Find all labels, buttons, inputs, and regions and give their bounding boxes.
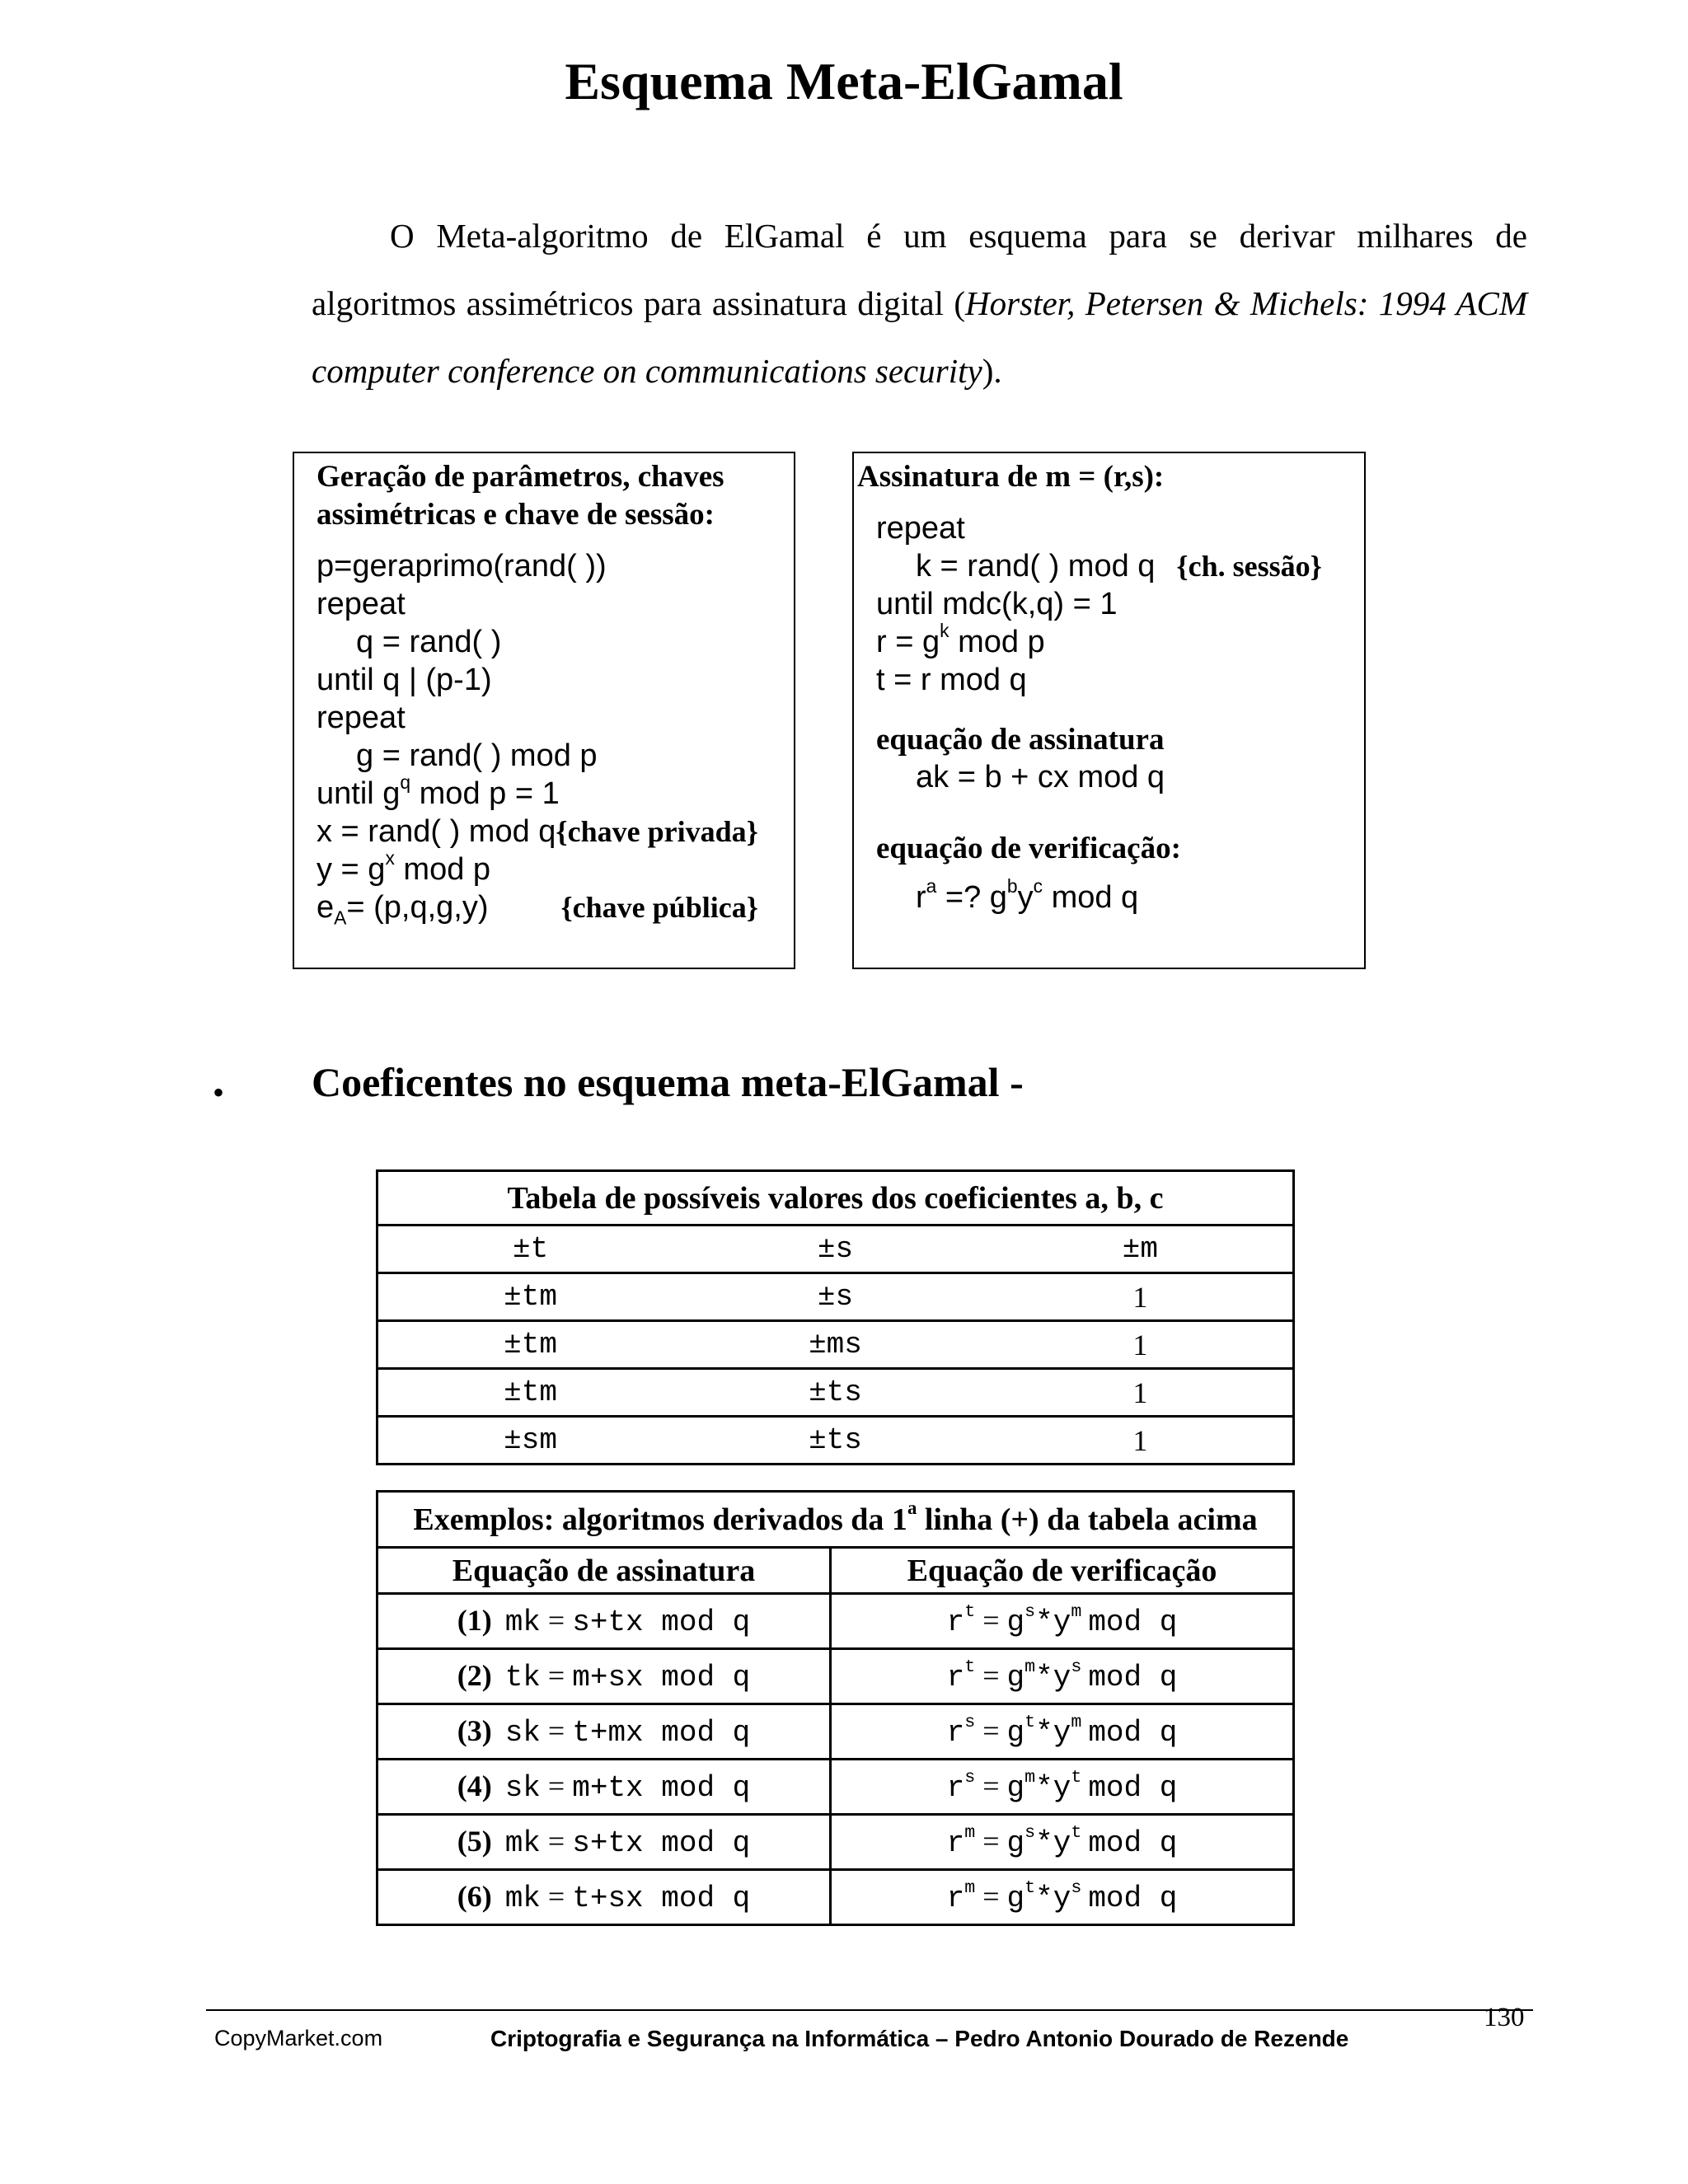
intro-text: O Meta-algoritmo de ElGamal é um esquema para se derivar milhares de algoritmos assimétricos para assinatura digital ( xyxy=(312,217,1527,322)
equals-sign: = xyxy=(975,1769,1007,1802)
equals-sign: = xyxy=(975,1714,1007,1747)
code-line: g = rand( ) mod p xyxy=(356,738,598,773)
superscript: s xyxy=(1071,1877,1082,1898)
var: r xyxy=(946,1771,965,1805)
table-row xyxy=(377,1321,1294,1369)
table-cell: 1 xyxy=(988,1273,1294,1321)
superscript: c xyxy=(1033,874,1043,897)
section-title: Coeficentes no esquema meta-ElGamal - xyxy=(312,1059,1024,1105)
caption-text: linha (+) da tabela acima xyxy=(917,1502,1258,1537)
page-title: Esquema Meta-ElGamal xyxy=(565,52,1123,110)
table-cell: ±t xyxy=(377,1226,683,1273)
signature-equation-cell xyxy=(377,1870,831,1925)
examples-table xyxy=(376,1490,1295,1926)
code-text: mod q xyxy=(1043,880,1139,915)
superscript: m xyxy=(1025,1767,1036,1788)
superscript: t xyxy=(1025,1877,1036,1898)
code-line: until mdc(k,q) = 1 xyxy=(876,587,1118,621)
heading-line: Geração de parâmetros, chaves xyxy=(316,460,724,494)
signature-equation-cell xyxy=(377,1815,831,1870)
page-number: 130 xyxy=(1484,2003,1525,2032)
equals-sign: = xyxy=(540,1880,573,1913)
equals-sign: = xyxy=(975,1604,1007,1637)
superscript: x xyxy=(385,846,395,869)
equation-number: (1) xyxy=(457,1604,492,1637)
modulus: mod q xyxy=(1088,1716,1178,1750)
var: r xyxy=(946,1882,965,1915)
table-cell: ±ts xyxy=(682,1417,988,1465)
verification-equation-cell xyxy=(831,1704,1294,1760)
superscript: q xyxy=(400,771,411,793)
superscript: m xyxy=(1025,1657,1036,1677)
equation-lhs: mk xyxy=(504,1826,541,1860)
superscript: s xyxy=(964,1712,976,1732)
equation-number: (2) xyxy=(457,1659,492,1692)
superscript: m xyxy=(1071,1601,1082,1622)
var: y xyxy=(1053,1826,1071,1860)
verification-equation-cell xyxy=(831,1594,1294,1649)
table-row xyxy=(377,1760,1294,1815)
equals-sign: = xyxy=(540,1659,573,1692)
table-row xyxy=(377,1369,1294,1417)
code-line xyxy=(316,771,758,813)
intro-text-end: ). xyxy=(982,352,1002,390)
table-cell: ±s xyxy=(682,1226,988,1273)
equation-lhs: sk xyxy=(504,1716,541,1750)
superscript: t xyxy=(964,1657,976,1677)
equals-sign: = xyxy=(975,1659,1007,1692)
equals-sign: = xyxy=(975,1825,1007,1858)
table-row xyxy=(377,1870,1294,1925)
code-text: until g xyxy=(316,776,401,811)
verification-equation-cell xyxy=(831,1870,1294,1925)
superscript: s xyxy=(1071,1657,1082,1677)
equation-rhs: t+sx mod q xyxy=(572,1882,751,1915)
var: g xyxy=(1006,1882,1025,1915)
var: r xyxy=(946,1605,965,1639)
equation-lhs: tk xyxy=(504,1661,541,1694)
modulus: mod q xyxy=(1088,1826,1178,1860)
equals-sign: = xyxy=(975,1880,1007,1913)
superscript: t xyxy=(1071,1822,1082,1843)
intro-paragraph xyxy=(312,202,1527,405)
equation-rhs: t+mx mod q xyxy=(572,1716,751,1750)
var: y xyxy=(1053,1716,1071,1750)
table-cell: ±tm xyxy=(377,1321,683,1369)
equals-sign: = xyxy=(540,1769,573,1802)
table-row xyxy=(377,1815,1294,1870)
superscript: s xyxy=(1025,1601,1036,1622)
code-line: until q | (p-1) xyxy=(316,663,492,697)
signature-equation-cell xyxy=(377,1649,831,1704)
superscript: b xyxy=(1006,874,1018,897)
code-text: = (p,q,g,y) xyxy=(346,890,489,925)
public-key-note: {chave pública} xyxy=(560,891,758,924)
column-header-signature: Equação de assinatura xyxy=(377,1548,831,1594)
coefficients-table-caption: Tabela de possíveis valores dos coeficientes a, b, c xyxy=(377,1171,1294,1226)
table-row xyxy=(377,1649,1294,1704)
superscript: s xyxy=(964,1767,976,1788)
signature-heading: Assinatura de m = (r,s): xyxy=(857,460,1165,494)
superscript: t xyxy=(964,1601,976,1622)
var: r xyxy=(946,1826,965,1860)
caption-text: Exemplos: algoritmos derivados da 1 xyxy=(413,1502,907,1537)
table-row xyxy=(377,1704,1294,1760)
equation-lhs: sk xyxy=(504,1771,541,1805)
table-cell: ±ts xyxy=(682,1369,988,1417)
signature-equation: ak = b + cx mod q xyxy=(916,760,1165,794)
footer-site: CopyMarket.com xyxy=(214,2026,383,2050)
equals-sign: = xyxy=(540,1825,573,1858)
verification-equation-cell xyxy=(831,1649,1294,1704)
table-cell: 1 xyxy=(988,1321,1294,1369)
code-text: r xyxy=(916,880,926,915)
code-text: mod p = 1 xyxy=(410,776,560,811)
signature-equation-cell xyxy=(377,1594,831,1649)
equals-sign: = xyxy=(540,1604,573,1637)
signature-equation-cell xyxy=(377,1760,831,1815)
subscript: A xyxy=(334,907,347,929)
superscript: t xyxy=(1025,1712,1036,1732)
var: g xyxy=(1006,1661,1025,1694)
code-line xyxy=(316,813,758,851)
superscript: a xyxy=(907,1497,917,1519)
examples-table-caption xyxy=(377,1492,1294,1548)
equation-lhs: mk xyxy=(504,1882,541,1915)
code-line xyxy=(876,547,1322,585)
table-cell: ±m xyxy=(988,1226,1294,1273)
code-text: r = g xyxy=(876,625,940,659)
superscript: s xyxy=(1025,1822,1036,1843)
var: y xyxy=(1053,1882,1071,1915)
var: y xyxy=(1053,1771,1071,1805)
equation-number: (4) xyxy=(457,1769,492,1802)
var: g xyxy=(1006,1605,1025,1639)
code-line xyxy=(316,888,758,929)
code-line xyxy=(316,846,758,888)
table-row xyxy=(377,1273,1294,1321)
table-cell: ±sm xyxy=(377,1417,683,1465)
table-cell: ±ms xyxy=(682,1321,988,1369)
table-cell: 1 xyxy=(988,1369,1294,1417)
var: g xyxy=(1006,1826,1025,1860)
parameter-generation-code xyxy=(316,547,758,929)
intro-citation: Horster, Petersen & Michels: 1994 ACM computer conference on communications security xyxy=(312,284,1527,390)
superscript: t xyxy=(1071,1767,1082,1788)
modulus: mod q xyxy=(1088,1882,1178,1915)
table-row xyxy=(377,1226,1294,1273)
table-cell: 1 xyxy=(988,1417,1294,1465)
code-text: mod p xyxy=(949,625,1045,659)
code-line: repeat xyxy=(876,511,965,546)
signature-equation-label: equação de assinatura xyxy=(876,723,1165,757)
coefficients-table xyxy=(376,1169,1295,1465)
code-text: y = g xyxy=(316,852,386,887)
var: y xyxy=(1053,1605,1071,1639)
var: r xyxy=(946,1661,965,1694)
code-line: repeat xyxy=(316,587,406,621)
table-cell: ±s xyxy=(682,1273,988,1321)
modulus: mod q xyxy=(1088,1771,1178,1805)
superscript: m xyxy=(964,1877,976,1898)
equation-number: (5) xyxy=(457,1825,492,1858)
code-text: x = rand( ) mod q xyxy=(316,814,556,849)
heading-line: assimétricas e chave de sessão: xyxy=(316,498,715,532)
multiply-sign: * xyxy=(1035,1882,1053,1915)
code-line: p=geraprimo(rand( )) xyxy=(316,549,607,583)
multiply-sign: * xyxy=(1035,1661,1053,1694)
var: y xyxy=(1053,1661,1071,1694)
equation-rhs: m+tx mod q xyxy=(572,1771,751,1805)
multiply-sign: * xyxy=(1035,1716,1053,1750)
equation-number: (3) xyxy=(457,1714,492,1747)
parameter-generation-box xyxy=(293,452,795,969)
footer-book-title: Criptografia e Segurança na Informática – Pedro Antonio Dourado de Rezende xyxy=(490,2026,1349,2051)
code-text: mod p xyxy=(394,852,491,887)
multiply-sign: * xyxy=(1035,1771,1053,1805)
var: r xyxy=(946,1716,965,1750)
table-cell: ±tm xyxy=(377,1273,683,1321)
signature-box xyxy=(852,452,1366,969)
code-text: y xyxy=(1017,880,1034,915)
signature-equation-cell xyxy=(377,1704,831,1760)
session-key-note: {ch. sessão} xyxy=(1176,550,1322,583)
column-header-verification: Equação de verificação xyxy=(831,1548,1294,1594)
code-line: repeat xyxy=(316,701,406,735)
var: g xyxy=(1006,1771,1025,1805)
equation-rhs: m+sx mod q xyxy=(572,1661,751,1694)
equals-sign: = xyxy=(540,1714,573,1747)
code-line: q = rand( ) xyxy=(356,625,502,659)
modulus: mod q xyxy=(1088,1661,1178,1694)
code-text: k = rand( ) mod q xyxy=(916,549,1156,583)
multiply-sign: * xyxy=(1035,1826,1053,1860)
equation-lhs: mk xyxy=(504,1605,541,1639)
table-row xyxy=(377,1594,1294,1649)
superscript: k xyxy=(940,619,950,641)
superscript: a xyxy=(926,874,937,897)
equation-rhs: s+tx mod q xyxy=(572,1605,751,1639)
code-line: t = r mod q xyxy=(876,663,1027,697)
table-row xyxy=(377,1417,1294,1465)
modulus: mod q xyxy=(1088,1605,1178,1639)
parameter-generation-heading xyxy=(316,458,724,534)
code-text: e xyxy=(316,890,335,925)
var: g xyxy=(1006,1716,1025,1750)
multiply-sign: * xyxy=(1035,1605,1053,1639)
verification-equation-label: equação de verificação: xyxy=(876,832,1181,865)
superscript: m xyxy=(964,1822,976,1843)
code-line xyxy=(876,619,1322,661)
signature-code xyxy=(876,509,1322,699)
bullet-point: • xyxy=(213,1074,225,1111)
equation-number: (6) xyxy=(457,1880,492,1913)
footer-divider xyxy=(206,2009,1533,2011)
verification-equation xyxy=(916,874,1139,916)
superscript: m xyxy=(1071,1712,1082,1732)
code-text: =? g xyxy=(936,880,1007,915)
table-cell: ±tm xyxy=(377,1369,683,1417)
equation-rhs: s+tx mod q xyxy=(572,1826,751,1860)
verification-equation-cell xyxy=(831,1815,1294,1870)
verification-equation-cell xyxy=(831,1760,1294,1815)
private-key-note: {chave privada} xyxy=(556,815,758,848)
